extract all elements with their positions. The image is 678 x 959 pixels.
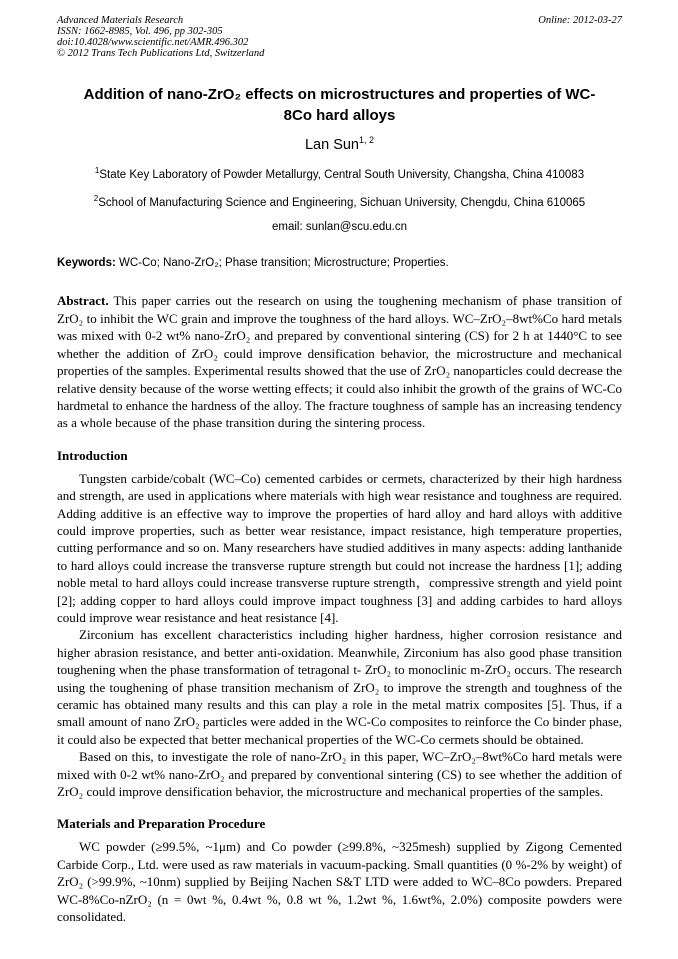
abstract-text: This paper carries out the research on using the toughening mechanism of phase transition of ZrO₂ to inhibit the WC grain and improve the toughness of the hard alloys. WC–ZrO₂–8wt%Co hard metals was mixed with 0-2 wt% nano-ZrO₂ and prepared by conventional sintering (CS) for 2 h at 1440°C to see whether the addition of ZrO₂ could improve densification behavior, the microstructure and mechanical properties of the samples. Experimental results showed that the use of ZrO₂ nanoparticles could decrease the relative density because of the worse wetting effects; it could also inhibit the growth of the grains of WC-Co hardmetal to enhance the hardness of the alloy. The fracture toughness of sample has an increasing tendency as a whole because of the phase transition during the sintering process. — [57, 293, 622, 431]
journal-issn-volume: ISSN: 1662-8985, Vol. 496, pp 302-305 — [57, 26, 223, 37]
journal-name: Advanced Materials Research — [57, 15, 184, 26]
keywords-text: WC-Co; Nano-ZrO₂; Phase transition; Microstructure; Properties. — [115, 257, 449, 270]
journal-header — [57, 15, 622, 59]
online-date: Online: 2012-03-27 — [538, 15, 622, 26]
introduction-paragraph-1: Tungsten carbide/cobalt (WC–Co) cemented carbides or cermets, characterized by their high hardness and strength, are used in applications where materials with high wear resistance and toughness are required. Adding additive is an effective way to improve the properties of hard alloy and hard alloys with additive could improve properties, such as better wear resistance, impact resistance, high temperature properties, cutting performance and so on. Many researchers have studied additives in many aspects: adding lanthanide to hard alloys could increase the transverse rupture strength but could not increase the hardness [1]; adding noble metal to hard alloys could increase transverse rupture strength，compressive strength and yield point [2]; adding copper to hard alloys could improve impact toughness [3] and adding carbides to hard alloys could improve wear resistance and heat resistance [4]. — [57, 470, 622, 625]
keywords-line — [57, 257, 622, 269]
affiliation-2-text: School of Manufacturing Science and Engineering, Sichuan University, Chengdu, China 610065 — [98, 196, 586, 209]
introduction-paragraph-3: Based on this, to investigate the role of nano-ZrO₂ in this paper, WC–ZrO₂–8wt%Co hard metals were mixed with 0-2 wt% nano-ZrO₂ and prepared by conventional sintering (CS) to see whether the addition of ZrO₂ could improve densification behavior, the microstructure and mechanical properties of the samples. — [57, 749, 622, 800]
author-affiliation-marks: 1, 2 — [359, 135, 375, 145]
abstract — [57, 292, 622, 431]
affiliation-2-mark: 2 — [93, 193, 99, 203]
journal-copyright: © 2012 Trans Tech Publications Ltd, Switzerland — [57, 48, 265, 59]
keywords-label: Keywords: — [57, 257, 116, 270]
affiliation-1 — [57, 166, 622, 181]
introduction-paragraph-2: Zirconium has excellent characteristics including higher hardness, higher corrosion resistance and higher abrasion resistance, and better anti-oxidation. Meanwhile, Zirconium has also good phase transition toughening when the phase transformation of tetragonal t- ZrO₂ to monoclinic m-ZrO₂ occurs. The research using the toughening of phase transition mechanism of ZrO₂ to improve the strength and toughness of the ceramic has obtained many results and this can play a role in the metal matrix composites [5]. Thus, if a small amount of nano ZrO₂ particles were added in the WC-Co composites to reinforce the Co binder phase, it could also be expected that better mechanical properties of the WC-Co cermets should be obtained. — [57, 627, 622, 747]
author-line — [57, 135, 622, 153]
affiliation-2 — [57, 194, 622, 209]
journal-info — [57, 15, 264, 59]
affiliation-1-mark: 1 — [94, 165, 100, 175]
section-heading-introduction: Introduction — [57, 447, 128, 463]
author-email: email: sunlan@scu.edu.cn — [271, 221, 408, 234]
section-heading-materials: Materials and Preparation Procedure — [57, 816, 266, 832]
affiliation-1-text: State Key Laboratory of Powder Metallurgy, Central South University, Changsha, China 410083 — [99, 168, 585, 181]
paper-title: Addition of nano-ZrO₂ effects on microstructures and properties of WC-8Co hard alloys — [83, 86, 596, 124]
journal-doi: doi:10.4028/www.scientific.net/AMR.496.302 — [57, 37, 249, 48]
materials-paragraph-1: WC powder (≥99.5%, ~1μm) and Co powder (≥99.8%, ~325mesh) supplied by Zigong Cemented Carbide Corp., Ltd. were used as raw materials in vacuum-packing. Small quantities (0 %-2% by weight) of ZrO₂ (>99.9%, ~10nm) supplied by Beijing Nachen S&T LTD were added to WC–8Co powders. Prepared WC-8%Co-nZrO₂ (n = 0wt %, 0.4wt %, 0.8 wt %, 1.2wt %, 1.6wt%, 2.0%) composite powders were consolidated. — [57, 839, 622, 925]
author-name: Lan Sun — [304, 136, 359, 153]
abstract-label: Abstract. — [57, 293, 109, 309]
